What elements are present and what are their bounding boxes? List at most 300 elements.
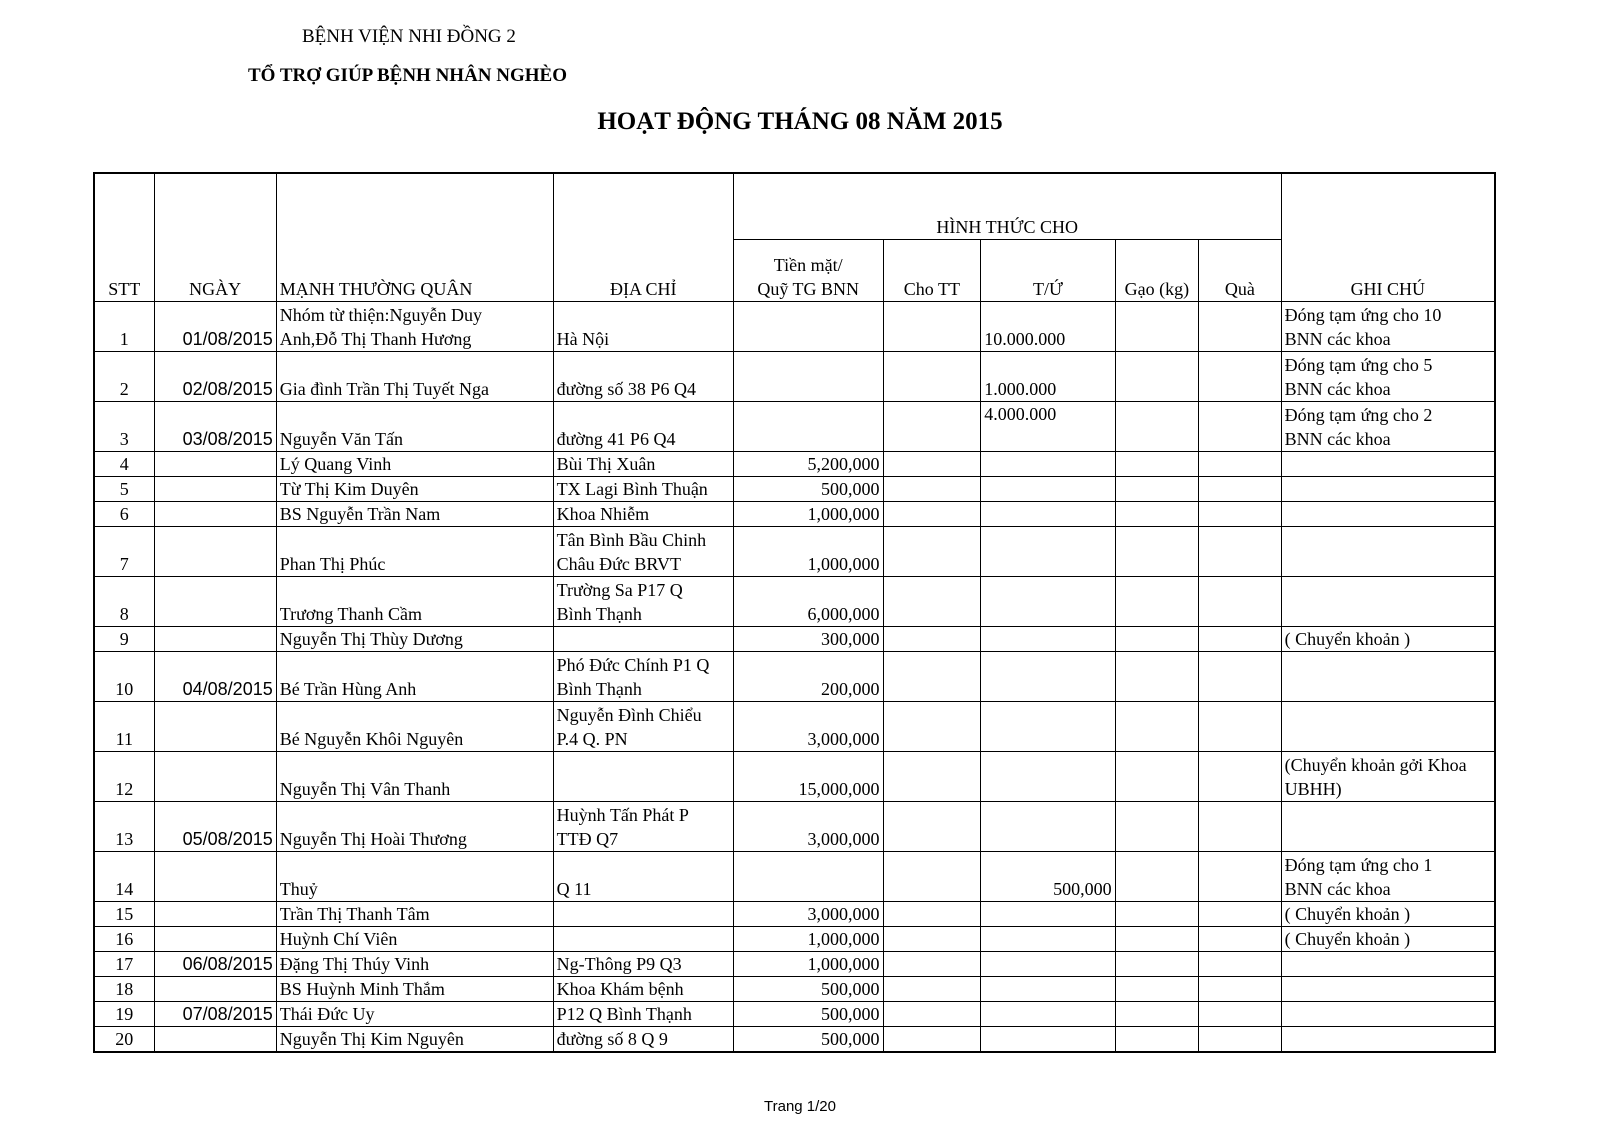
cell-stt	[94, 476, 154, 501]
cell-stt	[94, 501, 154, 526]
cell-stt	[94, 526, 154, 576]
cell-cho-tt	[883, 651, 981, 701]
cell-gao	[1115, 576, 1198, 626]
cell-qua	[1199, 476, 1282, 501]
cell-gao	[1115, 976, 1198, 1001]
cell-donor	[276, 751, 553, 801]
cell-gao	[1115, 476, 1198, 501]
donor-line2: Nguyễn Thị Kim Nguyên	[279, 1028, 464, 1049]
cell-tu	[981, 976, 1115, 1001]
address-line2: đường số 38 P6 Q4	[556, 378, 696, 399]
table-row	[94, 576, 1495, 626]
stt-value: 4	[119, 453, 129, 474]
tu-value: 1.000.000	[984, 378, 1057, 399]
cash-value: 5,200,000	[807, 453, 880, 474]
address-line1: Nguyễn Đình Chiểu	[556, 704, 702, 725]
cash-value: 6,000,000	[807, 603, 880, 624]
donation-table	[93, 172, 1496, 1053]
table-row	[94, 801, 1495, 851]
cell-cho-tt	[883, 751, 981, 801]
cell-qua	[1199, 951, 1282, 976]
address-line2: TTĐ Q7	[556, 828, 619, 849]
col-manh-thuong-quan: MẠNH THƯỜNG QUÂN	[276, 173, 553, 301]
note-line2: BNN các khoa	[1284, 878, 1391, 899]
cell-tu	[981, 951, 1115, 976]
stt-value: 16	[115, 928, 134, 949]
cell-qua	[1199, 976, 1282, 1001]
cash-value: 300,000	[821, 628, 880, 649]
cell-donor	[276, 301, 553, 351]
address-line2: Khoa Khám bệnh	[556, 978, 684, 999]
date-value: 01/08/2015	[182, 328, 273, 349]
cell-stt	[94, 651, 154, 701]
cell-cho-tt	[883, 401, 981, 451]
cell-gao	[1115, 501, 1198, 526]
cell-stt	[94, 576, 154, 626]
cell-cho-tt	[883, 1001, 981, 1026]
table-row	[94, 351, 1495, 401]
table-row	[94, 751, 1495, 801]
team-name: TỔ TRỢ GIÚP BỆNH NHÂN NGHÈO	[248, 65, 568, 86]
cell-donor	[276, 1001, 553, 1026]
table-row	[94, 476, 1495, 501]
cell-gao	[1115, 901, 1198, 926]
tu-value: 10.000.000	[984, 328, 1066, 349]
cell-donor	[276, 951, 553, 976]
cell-stt	[94, 351, 154, 401]
col-stt: STT	[94, 173, 154, 301]
cell-qua	[1199, 576, 1282, 626]
cell-date	[154, 851, 276, 901]
stt-value: 13	[115, 828, 134, 849]
cell-cash	[733, 476, 883, 501]
cell-note	[1281, 801, 1495, 851]
cell-qua	[1199, 851, 1282, 901]
donor-line2: Trần Thị Thanh Tâm	[279, 903, 430, 924]
address-line2: TX Lagi Bình Thuận	[556, 478, 708, 499]
stt-value: 9	[119, 628, 129, 649]
stt-value: 2	[119, 378, 129, 399]
cell-stt	[94, 751, 154, 801]
cell-note	[1281, 926, 1495, 951]
cell-note	[1281, 1001, 1495, 1026]
cash-value: 3,000,000	[807, 903, 880, 924]
table-row	[94, 926, 1495, 951]
col-tien-mat-line1: Tiền mặt/	[773, 254, 843, 275]
table-row	[94, 851, 1495, 901]
cell-address	[553, 1001, 733, 1026]
cell-gao	[1115, 701, 1198, 751]
cell-note	[1281, 576, 1495, 626]
cell-donor	[276, 401, 553, 451]
cell-qua	[1199, 1001, 1282, 1026]
cell-qua	[1199, 651, 1282, 701]
cell-address	[553, 401, 733, 451]
cell-note	[1281, 851, 1495, 901]
cell-cho-tt	[883, 851, 981, 901]
cell-stt	[94, 801, 154, 851]
donor-line2: Huỳnh Chí Viên	[279, 928, 398, 949]
cash-value: 3,000,000	[807, 828, 880, 849]
date-value: 05/08/2015	[182, 828, 273, 849]
cell-gao	[1115, 301, 1198, 351]
cell-cho-tt	[883, 576, 981, 626]
cell-note	[1281, 751, 1495, 801]
cash-value: 1,000,000	[807, 553, 880, 574]
cell-address	[553, 1026, 733, 1052]
cell-stt	[94, 701, 154, 751]
cell-tu	[981, 501, 1115, 526]
address-line2: Bình Thạnh	[556, 603, 642, 624]
cell-gao	[1115, 751, 1198, 801]
cell-donor	[276, 801, 553, 851]
cell-note	[1281, 351, 1495, 401]
note-line2: BNN các khoa	[1284, 378, 1391, 399]
cell-address	[553, 701, 733, 751]
cell-note	[1281, 526, 1495, 576]
cell-note	[1281, 301, 1495, 351]
cell-address	[553, 751, 733, 801]
cell-gao	[1115, 401, 1198, 451]
cell-date	[154, 976, 276, 1001]
col-gao: Gạo (kg)	[1115, 239, 1198, 301]
donor-line2: Phan Thị Phúc	[279, 553, 386, 574]
date-value: 06/08/2015	[182, 953, 273, 974]
table-row	[94, 1026, 1495, 1052]
donor-line2: Thuỷ	[279, 878, 318, 899]
cash-value: 500,000	[821, 978, 880, 999]
table-row	[94, 951, 1495, 976]
address-line2: Châu Đức BRVT	[556, 553, 681, 574]
cell-cho-tt	[883, 501, 981, 526]
note-line2: BNN các khoa	[1284, 428, 1391, 449]
cell-donor	[276, 926, 553, 951]
table-row	[94, 651, 1495, 701]
note-line1: (Chuyển khoản gởi Khoa	[1284, 754, 1467, 775]
note-line1: Đóng tạm ứng cho 2	[1284, 404, 1433, 425]
cell-address	[553, 926, 733, 951]
cell-stt	[94, 901, 154, 926]
cell-cho-tt	[883, 351, 981, 401]
cell-cho-tt	[883, 476, 981, 501]
cell-qua	[1199, 626, 1282, 651]
address-line1: Tân Bình Bầu Chinh	[556, 529, 707, 550]
cell-address	[553, 651, 733, 701]
cell-cho-tt	[883, 926, 981, 951]
cell-tu	[981, 901, 1115, 926]
note-line2: UBHH)	[1284, 778, 1342, 799]
date-value: 07/08/2015	[182, 1003, 273, 1024]
cell-address	[553, 976, 733, 1001]
table-row	[94, 526, 1495, 576]
stt-value: 1	[119, 328, 129, 349]
cell-cash	[733, 576, 883, 626]
address-line2: Hà Nội	[556, 328, 610, 349]
stt-value: 15	[115, 903, 134, 924]
table-row	[94, 301, 1495, 351]
cell-cho-tt	[883, 801, 981, 851]
cell-tu	[981, 801, 1115, 851]
cell-cash	[733, 751, 883, 801]
address-line2: đường số 8 Q 9	[556, 1028, 668, 1049]
donor-line2: Lý Quang Vinh	[279, 453, 392, 474]
cell-stt	[94, 451, 154, 476]
donor-line2: Thái Đức Uy	[279, 1003, 375, 1024]
cell-cho-tt	[883, 301, 981, 351]
stt-value: 6	[119, 503, 129, 524]
cell-note	[1281, 901, 1495, 926]
cell-stt	[94, 401, 154, 451]
cell-cho-tt	[883, 901, 981, 926]
tu-value: 4.000.000	[984, 403, 1057, 424]
cash-value: 500,000	[821, 478, 880, 499]
cash-value: 200,000	[821, 678, 880, 699]
cell-address	[553, 901, 733, 926]
cell-cash	[733, 951, 883, 976]
note-line1: Đóng tạm ứng cho 10	[1284, 304, 1442, 325]
cell-gao	[1115, 851, 1198, 901]
address-line2: Bùi Thị Xuân	[556, 453, 656, 474]
cell-tu	[981, 626, 1115, 651]
donor-line2: Nguyễn Thị Vân Thanh	[279, 778, 451, 799]
stt-value: 3	[119, 428, 129, 449]
cell-date	[154, 801, 276, 851]
cell-stt	[94, 976, 154, 1001]
col-qua: Quà	[1199, 239, 1282, 301]
donor-line2: Đặng Thị Thúy Vinh	[279, 953, 430, 974]
cell-tu	[981, 651, 1115, 701]
col-tien-mat	[733, 239, 883, 301]
cell-address	[553, 526, 733, 576]
cell-cash	[733, 626, 883, 651]
cell-gao	[1115, 951, 1198, 976]
cell-gao	[1115, 1026, 1198, 1052]
cash-value: 3,000,000	[807, 728, 880, 749]
note-line2: ( Chuyển khoản )	[1284, 928, 1411, 949]
cell-qua	[1199, 351, 1282, 401]
stt-value: 10	[115, 678, 134, 699]
cell-stt	[94, 1026, 154, 1052]
cell-address	[553, 576, 733, 626]
cell-cash	[733, 801, 883, 851]
cell-note	[1281, 701, 1495, 751]
cell-stt	[94, 301, 154, 351]
cell-stt	[94, 951, 154, 976]
cell-donor	[276, 626, 553, 651]
stt-value: 17	[115, 953, 134, 974]
cell-gao	[1115, 626, 1198, 651]
cell-date	[154, 576, 276, 626]
cell-cash	[733, 901, 883, 926]
cell-date	[154, 1026, 276, 1052]
donor-line2: Anh,Đỗ Thị Thanh Hương	[279, 328, 472, 349]
cell-cash	[733, 526, 883, 576]
cell-address	[553, 851, 733, 901]
cell-donor	[276, 976, 553, 1001]
cell-address	[553, 351, 733, 401]
stt-value: 18	[115, 978, 134, 999]
col-ghi-chu: GHI CHÚ	[1281, 173, 1495, 301]
tu-value: 500,000	[1053, 878, 1112, 899]
note-line1: Đóng tạm ứng cho 1	[1284, 854, 1433, 875]
note-line1: Đóng tạm ứng cho 5	[1284, 354, 1433, 375]
cell-donor	[276, 451, 553, 476]
cell-stt	[94, 851, 154, 901]
donor-line2: Trương Thanh Cầm	[279, 603, 423, 624]
cell-gao	[1115, 351, 1198, 401]
cell-tu	[981, 301, 1115, 351]
cell-note	[1281, 651, 1495, 701]
cell-cash	[733, 1001, 883, 1026]
cell-date	[154, 701, 276, 751]
table-row	[94, 451, 1495, 476]
cell-date	[154, 926, 276, 951]
cell-donor	[276, 526, 553, 576]
cell-cash	[733, 401, 883, 451]
address-line2: Khoa Nhiễm	[556, 503, 650, 524]
cell-gao	[1115, 926, 1198, 951]
note-line2: BNN các khoa	[1284, 328, 1391, 349]
cell-note	[1281, 451, 1495, 476]
cell-note	[1281, 501, 1495, 526]
cell-date	[154, 301, 276, 351]
donor-line2: Nguyễn Thị Thùy Dương	[279, 628, 463, 649]
cell-address	[553, 501, 733, 526]
stt-value: 11	[115, 728, 133, 749]
cell-cash	[733, 701, 883, 751]
cell-stt	[94, 926, 154, 951]
cell-donor	[276, 701, 553, 751]
stt-value: 5	[119, 478, 129, 499]
note-line2: ( Chuyển khoản )	[1284, 628, 1411, 649]
cell-date	[154, 401, 276, 451]
cell-gao	[1115, 526, 1198, 576]
cell-donor	[276, 1026, 553, 1052]
col-tu: T/Ứ	[981, 239, 1115, 301]
cash-value: 1,000,000	[807, 928, 880, 949]
cell-note	[1281, 476, 1495, 501]
cell-qua	[1199, 451, 1282, 476]
cell-address	[553, 801, 733, 851]
address-line2: Bình Thạnh	[556, 678, 642, 699]
cell-donor	[276, 576, 553, 626]
cell-note	[1281, 401, 1495, 451]
cell-donor	[276, 651, 553, 701]
donor-line2: Nguyễn Thị Hoài Thương	[279, 828, 467, 849]
cell-tu	[981, 526, 1115, 576]
cell-cash	[733, 651, 883, 701]
cash-value: 1,000,000	[807, 953, 880, 974]
table-body	[94, 301, 1495, 1052]
cell-address	[553, 626, 733, 651]
cell-qua	[1199, 401, 1282, 451]
cell-tu	[981, 1001, 1115, 1026]
cell-address	[553, 301, 733, 351]
address-line1: Phó Đức Chính P1 Q	[556, 654, 710, 675]
cell-tu	[981, 751, 1115, 801]
cell-gao	[1115, 651, 1198, 701]
table-row	[94, 701, 1495, 751]
cell-cash	[733, 976, 883, 1001]
cash-value: 500,000	[821, 1028, 880, 1049]
stt-value: 14	[115, 878, 134, 899]
table-row	[94, 626, 1495, 651]
cell-tu	[981, 351, 1115, 401]
cell-qua	[1199, 751, 1282, 801]
address-line2: P.4 Q. PN	[556, 728, 628, 749]
table-row	[94, 501, 1495, 526]
cell-qua	[1199, 1026, 1282, 1052]
cell-cash	[733, 451, 883, 476]
donor-line2: BS Nguyễn Trần Nam	[279, 503, 441, 524]
table-row	[94, 401, 1495, 451]
cell-qua	[1199, 901, 1282, 926]
cell-address	[553, 451, 733, 476]
cell-qua	[1199, 501, 1282, 526]
cell-tu	[981, 926, 1115, 951]
cell-gao	[1115, 451, 1198, 476]
cell-note	[1281, 1026, 1495, 1052]
donor-line2: BS Huỳnh Minh Thắm	[279, 978, 445, 999]
date-value: 04/08/2015	[182, 678, 273, 699]
address-line2: Ng-Thông P9 Q3	[556, 953, 682, 974]
cash-value: 15,000,000	[798, 778, 880, 799]
cell-date	[154, 476, 276, 501]
cell-gao	[1115, 801, 1198, 851]
address-line1: Huỳnh Tấn Phát P	[556, 804, 689, 825]
table-row	[94, 976, 1495, 1001]
cell-cash	[733, 926, 883, 951]
cash-value: 1,000,000	[807, 503, 880, 524]
cell-cash	[733, 351, 883, 401]
cell-date	[154, 451, 276, 476]
cell-tu	[981, 576, 1115, 626]
cell-donor	[276, 851, 553, 901]
date-value: 03/08/2015	[182, 428, 273, 449]
cell-note	[1281, 951, 1495, 976]
cell-qua	[1199, 301, 1282, 351]
cell-date	[154, 901, 276, 926]
cell-gao	[1115, 1001, 1198, 1026]
cell-cho-tt	[883, 951, 981, 976]
cell-stt	[94, 626, 154, 651]
cell-cash	[733, 1026, 883, 1052]
cell-date	[154, 351, 276, 401]
cell-qua	[1199, 801, 1282, 851]
col-hinh-thuc-cho: HÌNH THỨC CHO	[733, 173, 1281, 239]
cell-tu	[981, 701, 1115, 751]
cell-donor	[276, 901, 553, 926]
table-row	[94, 1001, 1495, 1026]
donor-line2: Bé Trần Hùng Anh	[279, 678, 417, 699]
donor-line2: Từ Thị Kim Duyên	[279, 478, 419, 499]
address-line1: Trường Sa P17 Q	[556, 579, 683, 600]
cell-cash	[733, 501, 883, 526]
cell-cash	[733, 301, 883, 351]
cell-donor	[276, 351, 553, 401]
cell-cho-tt	[883, 451, 981, 476]
cell-address	[553, 476, 733, 501]
address-line2: đường 41 P6 Q4	[556, 428, 676, 449]
cell-note	[1281, 626, 1495, 651]
address-line2: Q 11	[556, 878, 592, 899]
cell-qua	[1199, 701, 1282, 751]
cell-cho-tt	[883, 626, 981, 651]
cash-value: 500,000	[821, 1003, 880, 1024]
stt-value: 8	[119, 603, 129, 624]
page-number: Trang 1/20	[764, 1098, 836, 1115]
stt-value: 12	[115, 778, 134, 799]
